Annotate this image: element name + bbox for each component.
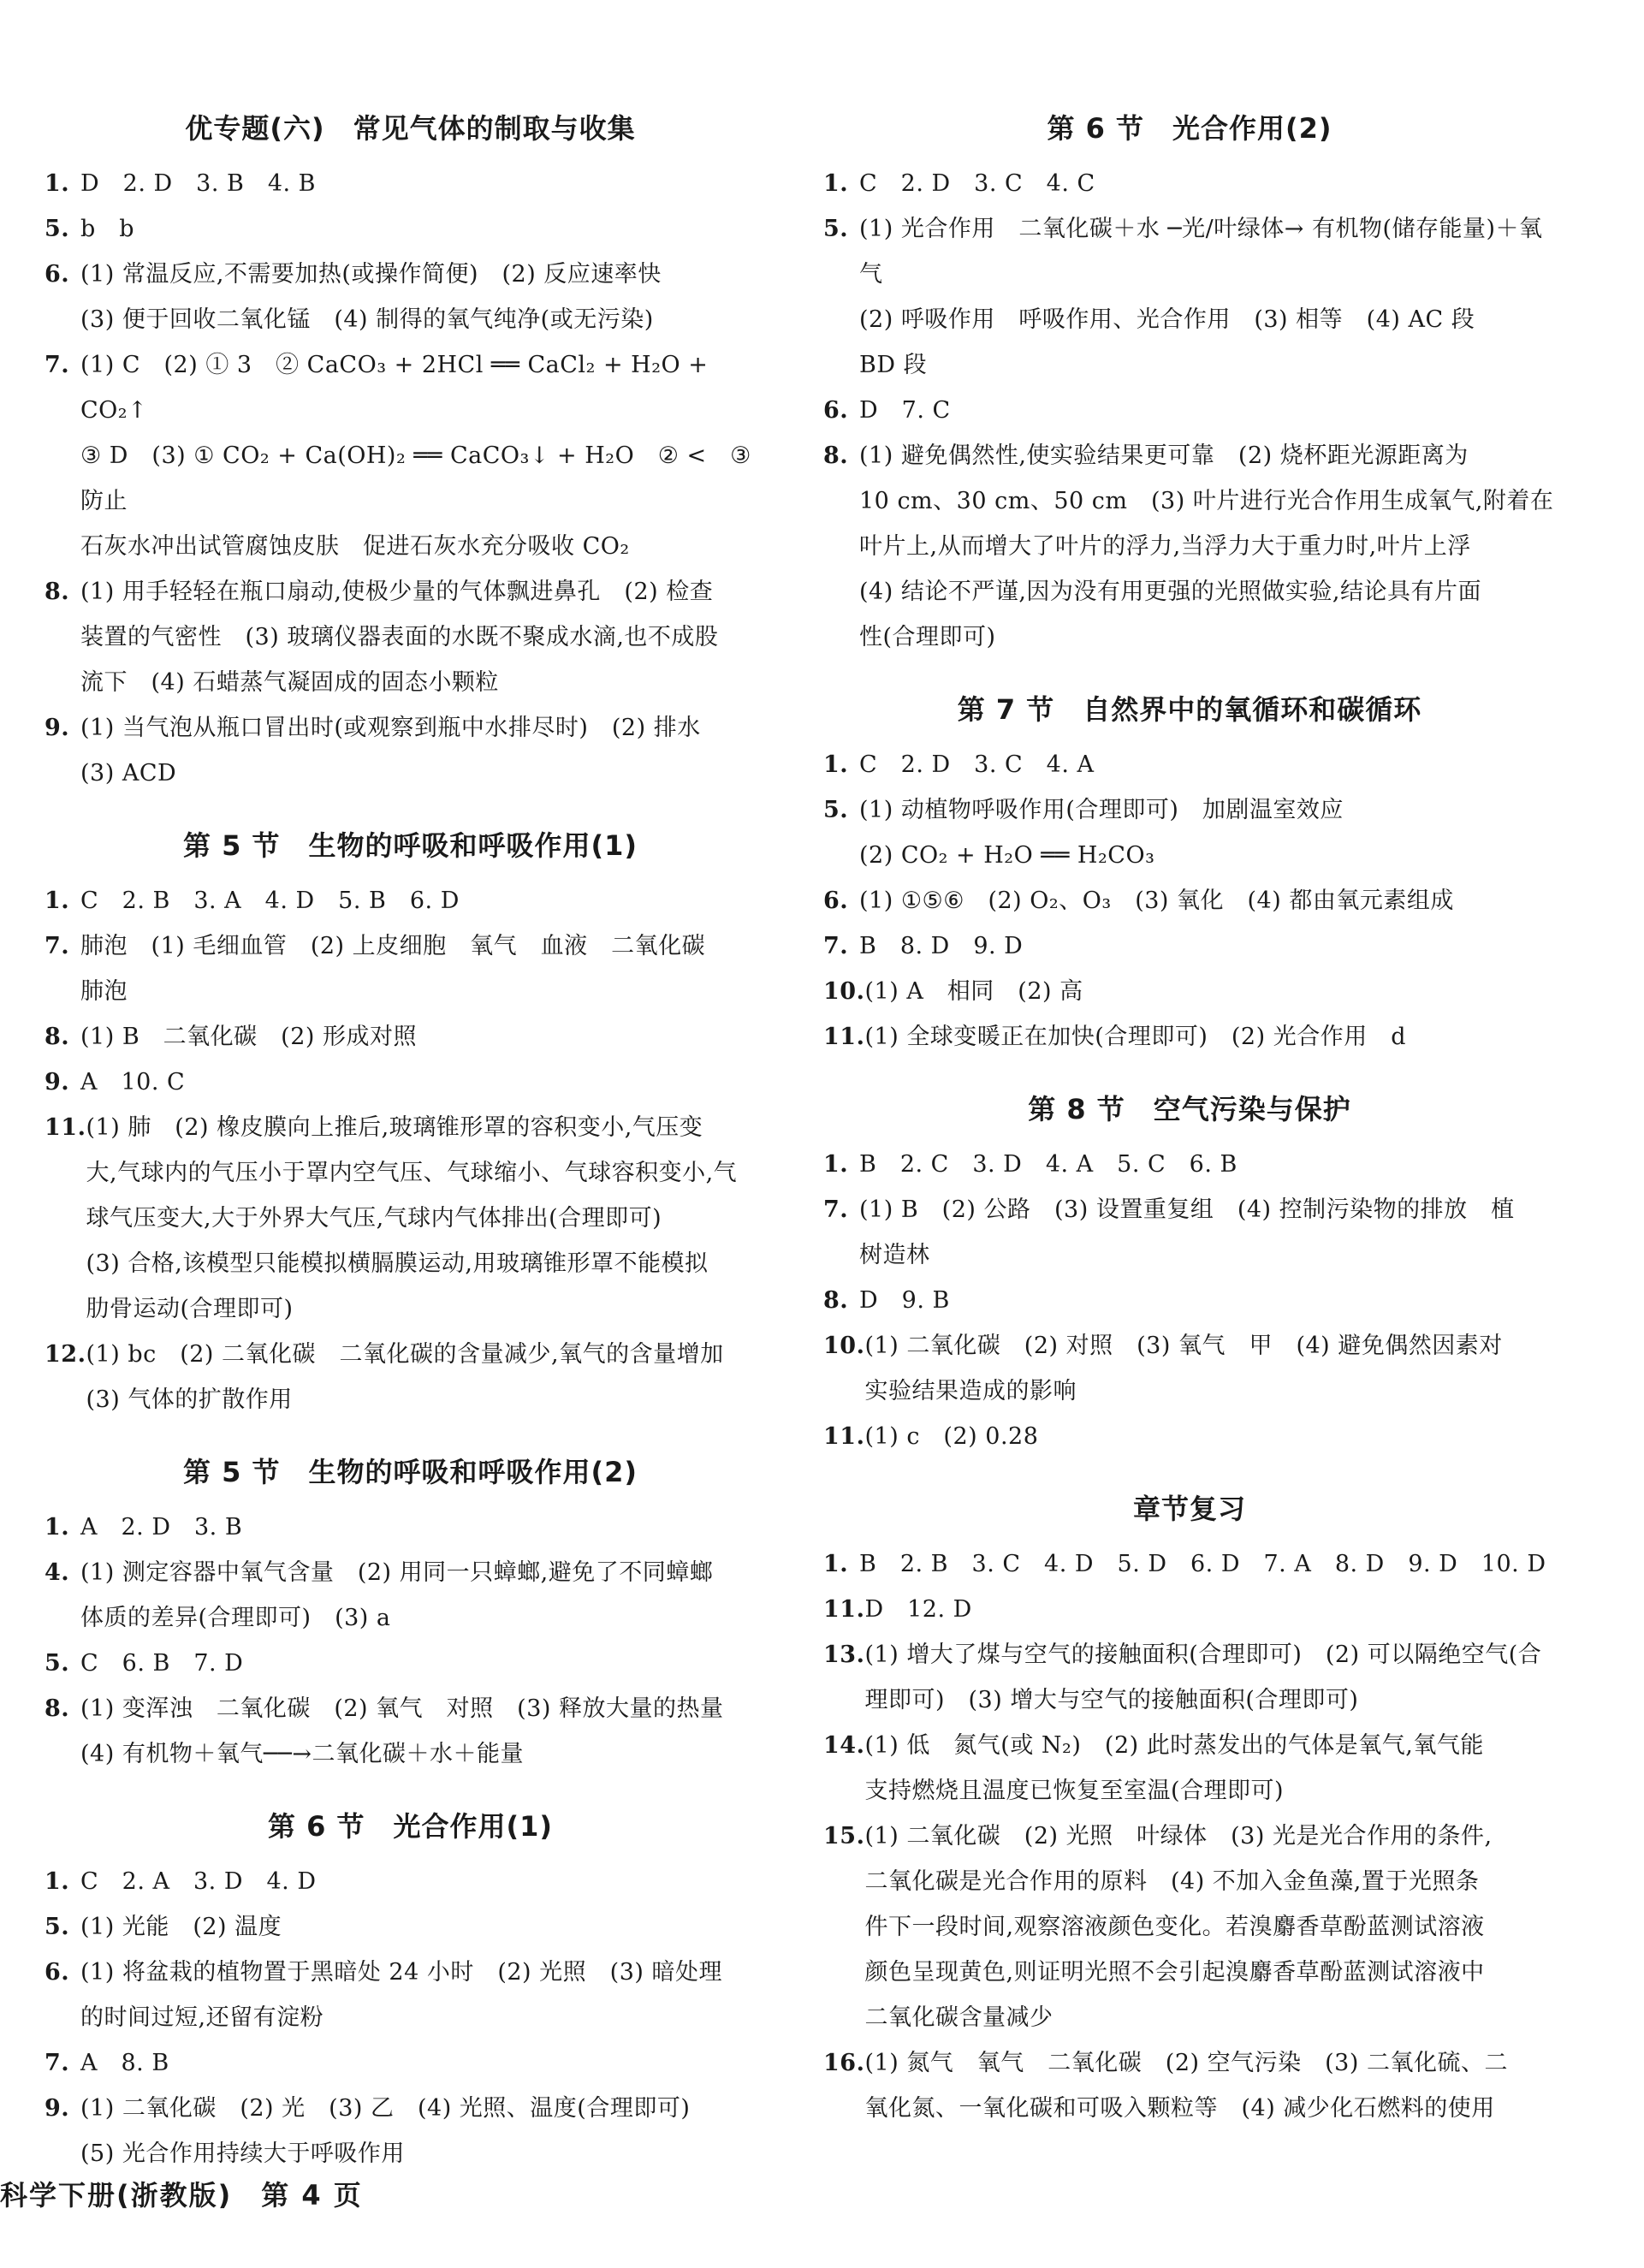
answer-item (45, 1859, 776, 1904)
answer-item (45, 878, 776, 923)
answer-text: (1) 测定容器中氧气含量 (2) 用同一只蟑螂,避免了不同蟑螂 体质的差异(合理即可) (3) a (80, 1559, 714, 1631)
question-number: 7. (45, 352, 70, 378)
question-number: 7. (45, 2050, 70, 2076)
answer-text: (1) 变浑浊 二氧化碳 (2) 氧气 对照 (3) 释放大量的热量 (4) 有机物＋氧气──→二氧化碳＋水＋能量 (80, 1695, 724, 1767)
question-number: 9. (45, 2095, 70, 2122)
answer-section (823, 1490, 1556, 2131)
answer-text: B 8. D 9. D (859, 933, 1024, 959)
section-title: 第 7 节 自然界中的氧循环和碳循环 (957, 693, 1422, 726)
left-column (45, 110, 776, 2207)
answer-item (823, 1014, 1556, 1060)
question-number: 5. (45, 1914, 70, 1940)
answer-item (45, 1686, 776, 1777)
answer-item (823, 433, 1556, 660)
question-number: 16. (823, 2050, 865, 2076)
answer-text: (1) C (2) ① 3 ② CaCO₃ + 2HCl ══ CaCl₂ + H₂O + CO₂↑ ③ D (3) ① CO₂ + Ca(OH)₂ ══ CaCO₃↓ + H₂O ② < ③ 防止 石灰水冲出试管腐蚀皮肤 促进石灰水充分吸收 CO₂ (80, 352, 751, 560)
answer-item (823, 923, 1556, 969)
answer-text: (1) ①⑤⑥ (2) O₂、O₃ (3) 氧化 (4) 都由氧元素组成 (859, 888, 1454, 914)
question-number: 12. (45, 1341, 86, 1368)
answer-item (45, 1060, 776, 1105)
question-number: 11. (823, 1024, 865, 1050)
answer-text: (1) 用手轻轻在瓶口扇动,使极少量的气体飘进鼻孔 (2) 检查 装置的气密性 (3) 玻璃仪器表面的水既不聚成水滴,也不成股 流下 (4) 石蜡蒸气凝固成的固态小颗粒 (80, 579, 719, 696)
question-number: 6. (823, 888, 849, 914)
answer-text: (1) 二氧化碳 (2) 光 (3) 乙 (4) 光照、温度(合理即可) (5) 光合作用持续大于呼吸作用 (80, 2095, 691, 2167)
question-number: 11. (823, 1423, 865, 1450)
question-number: 1. (823, 170, 849, 197)
answer-text: (1) 避免偶然性,使实验结果更可靠 (2) 烧杯距光源距离为 10 cm、30 cm、50 cm (3) 叶片进行光合作用生成氧气,附着在 叶片上,从而增大了叶片的浮力,当浮力大于重力时,叶片上浮 (4) 结论不严谨,因为没有用更强的光照做实验,结论具有片面 性(合理即可) (859, 442, 1554, 650)
answer-text: (1) 二氧化碳 (2) 对照 (3) 氧气 甲 (4) 避免偶然因素对 实验结果造成的影响 (864, 1333, 1503, 1404)
answer-item (823, 1414, 1556, 1459)
question-number: 5. (45, 1650, 70, 1677)
question-number: 1. (45, 888, 70, 914)
section-title: 第 8 节 空气污染与保护 (1028, 1093, 1351, 1125)
question-number: 11. (45, 1114, 86, 1141)
answer-text: (1) 常温反应,不需要加热(或操作简便) (2) 反应速率快 (3) 便于回收二氧化锰 (4) 制得的氧气纯净(或无污染) (80, 261, 662, 333)
answer-item (823, 1323, 1556, 1414)
answer-section (45, 1453, 776, 1777)
answer-item (45, 1950, 776, 2040)
answer-item (823, 742, 1556, 787)
answer-text: (1) 氮气 氧气 二氧化碳 (2) 空气污染 (3) 二氧化硫、二 氧化氮、一氧化碳和可吸入颗粒等 (4) 减少化石燃料的使用 (864, 2050, 1508, 2122)
section-title: 第 6 节 光合作用(2) (1047, 112, 1332, 145)
answer-text: (1) 光能 (2) 温度 (80, 1914, 282, 1940)
answer-text: (1) 全球变暖正在加快(合理即可) (2) 光合作用 d (864, 1024, 1406, 1050)
question-number: 6. (45, 261, 70, 288)
answer-text: (1) 光合作用 二氧化碳＋水 ─光/叶绿体→ 有机物(储存能量)＋氧气 (2) 呼吸作用 呼吸作用、光合作用 (3) 相等 (4) AC 段 BD 段 (859, 216, 1543, 378)
answer-item (823, 1814, 1556, 2040)
answer-item (45, 2040, 776, 2086)
question-number: 8. (45, 1024, 70, 1050)
answer-text: (1) 二氧化碳 (2) 光照 叶绿体 (3) 光是光合作用的条件, 二氧化碳是光合作用的原料 (4) 不加入金鱼藻,置于光照条 件下一段时间,观察溶液颜色变化。若溴麝香草酚蓝测试溶液 颜色呈现黄色,则证明光照不会引起溴麝香草酚蓝测试溶液中 二氧化碳含量减少 (864, 1823, 1493, 2031)
question-number: 5. (823, 216, 849, 242)
question-number: 1. (45, 170, 70, 197)
question-number: 9. (45, 1069, 70, 1095)
question-number: 8. (823, 1287, 849, 1314)
answer-text: D 2. D 3. B 4. B (80, 170, 317, 197)
answer-text: (1) 动植物呼吸作用(合理即可) 加剧温室效应 (2) CO₂ + H₂O ══ H₂CO₃ (859, 797, 1344, 869)
section-title: 第 5 节 生物的呼吸和呼吸作用(1) (182, 829, 638, 862)
section-title: 优专题(六) 常见气体的制取与收集 (185, 112, 636, 145)
answer-text: (1) B 二氧化碳 (2) 形成对照 (80, 1024, 417, 1050)
answer-section (45, 1808, 776, 2176)
question-number: 10. (823, 1333, 865, 1359)
answer-item (823, 388, 1556, 433)
answer-item (45, 1641, 776, 1686)
question-number: 7. (823, 1196, 849, 1223)
answer-item (823, 1142, 1556, 1187)
answer-item (823, 1632, 1556, 1723)
question-number: 14. (823, 1732, 865, 1759)
answer-section (823, 110, 1556, 660)
question-number: 13. (823, 1642, 865, 1668)
question-number: 4. (45, 1559, 70, 1586)
answer-text: B 2. B 3. C 4. D 5. D 6. D 7. A 8. D 9. D 10. D (859, 1551, 1546, 1577)
answer-section (823, 691, 1556, 1060)
answer-item (45, 1505, 776, 1550)
answer-item (45, 1904, 776, 1950)
question-number: 6. (823, 397, 849, 424)
question-number: 1. (45, 1514, 70, 1541)
answer-item (823, 878, 1556, 923)
answer-text: (1) 将盆栽的植物置于黑暗处 24 小时 (2) 光照 (3) 暗处理 的时间过短,还留有淀粉 (80, 1959, 723, 2031)
answer-text: C 2. D 3. C 4. A (859, 751, 1095, 778)
answer-item (823, 1278, 1556, 1323)
answer-item (45, 1550, 776, 1641)
question-number: 1. (823, 1151, 849, 1178)
question-number: 5. (45, 216, 70, 242)
answer-item (823, 1541, 1556, 1587)
question-number: 1. (823, 1551, 849, 1577)
answer-text: (1) bc (2) 二氧化碳 二氧化碳的含量减少,氧气的含量增加 (3) 气体的扩散作用 (86, 1341, 724, 1413)
answer-text: A 10. C (80, 1069, 186, 1095)
answer-text: D 7. C (859, 397, 951, 424)
answer-item (45, 569, 776, 705)
answer-item (45, 1014, 776, 1060)
answer-text: A 2. D 3. B (80, 1514, 243, 1541)
question-number: 6. (45, 1959, 70, 1986)
section-title: 第 6 节 光合作用(1) (267, 1810, 554, 1843)
question-number: 5. (823, 797, 849, 823)
answer-item (823, 969, 1556, 1014)
question-number: 8. (823, 442, 849, 469)
answer-text: (1) c (2) 0.28 (864, 1423, 1039, 1450)
answer-item (45, 923, 776, 1014)
answer-text: C 2. A 3. D 4. D (80, 1868, 317, 1895)
question-number: 7. (45, 933, 70, 959)
question-number: 15. (823, 1823, 865, 1849)
answer-text: D 9. B (859, 1287, 950, 1314)
answer-text: (1) 低 氮气(或 N₂) (2) 此时蒸发出的气体是氧气,氧气能 支持燃烧且温度已恢复至室温(合理即可) (864, 1732, 1484, 1804)
answer-item (45, 252, 776, 342)
answer-text: C 2. B 3. A 4. D 5. B 6. D (80, 888, 460, 914)
answer-text: D 12. D (864, 1596, 972, 1623)
answer-item (823, 206, 1556, 388)
question-number: 1. (823, 751, 849, 778)
section-title: 第 5 节 生物的呼吸和呼吸作用(2) (182, 1456, 638, 1488)
answer-item (45, 342, 776, 569)
answer-item (45, 206, 776, 252)
answer-item (823, 1723, 1556, 1814)
answer-text: b b (80, 216, 135, 242)
answer-item (45, 2086, 776, 2176)
answer-text: (1) 当气泡从瓶口冒出时(或观察到瓶中水排尽时) (2) 排水 (3) ACD (80, 715, 701, 787)
answer-section (45, 110, 776, 796)
page-footer: 科学下册(浙教版) 第 4 页 (0, 2179, 363, 2212)
section-title: 章节复习 (1132, 1493, 1246, 1525)
answer-section (823, 1090, 1556, 1459)
answer-item (45, 705, 776, 796)
question-number: 8. (45, 579, 70, 605)
answer-item (823, 1587, 1556, 1632)
answer-text: (1) 增大了煤与空气的接触面积(合理即可) (2) 可以隔绝空气(合 理即可) (3) 增大与空气的接触面积(合理即可) (864, 1642, 1542, 1713)
answer-item (823, 1187, 1556, 1278)
answer-section (45, 827, 776, 1422)
question-number: 7. (823, 933, 849, 959)
answer-item (45, 1332, 776, 1422)
answer-text: C 6. B 7. D (80, 1650, 244, 1677)
answer-item (823, 2040, 1556, 2131)
right-column (823, 110, 1556, 2162)
question-number: 11. (823, 1596, 865, 1623)
answer-item (823, 161, 1556, 206)
answer-text: 肺泡 (1) 毛细血管 (2) 上皮细胞 氧气 血液 二氧化碳 肺泡 (80, 933, 706, 1005)
answer-text: (1) 肺 (2) 橡皮膜向上推后,玻璃锥形罩的容积变小,气压变 大,气球内的气压小于罩内空气压、气球缩小、气球容积变小,气 球气压变大,大于外界大气压,气球内气体排出(合理即可) (3) 合格,该模型只能模拟横膈膜运动,用玻璃锥形罩不能模拟 肋骨运动(合理即可) (86, 1114, 738, 1322)
answer-text: C 2. D 3. C 4. C (859, 170, 1095, 197)
question-number: 10. (823, 978, 865, 1005)
answer-text: (1) B (2) 公路 (3) 设置重复组 (4) 控制污染物的排放 植 树造林 (859, 1196, 1515, 1268)
question-number: 9. (45, 715, 70, 741)
answer-item (823, 787, 1556, 878)
answer-text: A 8. B (80, 2050, 169, 2076)
answer-item (45, 161, 776, 206)
question-number: 8. (45, 1695, 70, 1722)
answer-text: B 2. C 3. D 4. A 5. C 6. B (859, 1151, 1237, 1178)
question-number: 1. (45, 1868, 70, 1895)
answer-item (45, 1105, 776, 1332)
answer-text: (1) A 相同 (2) 高 (864, 978, 1083, 1005)
